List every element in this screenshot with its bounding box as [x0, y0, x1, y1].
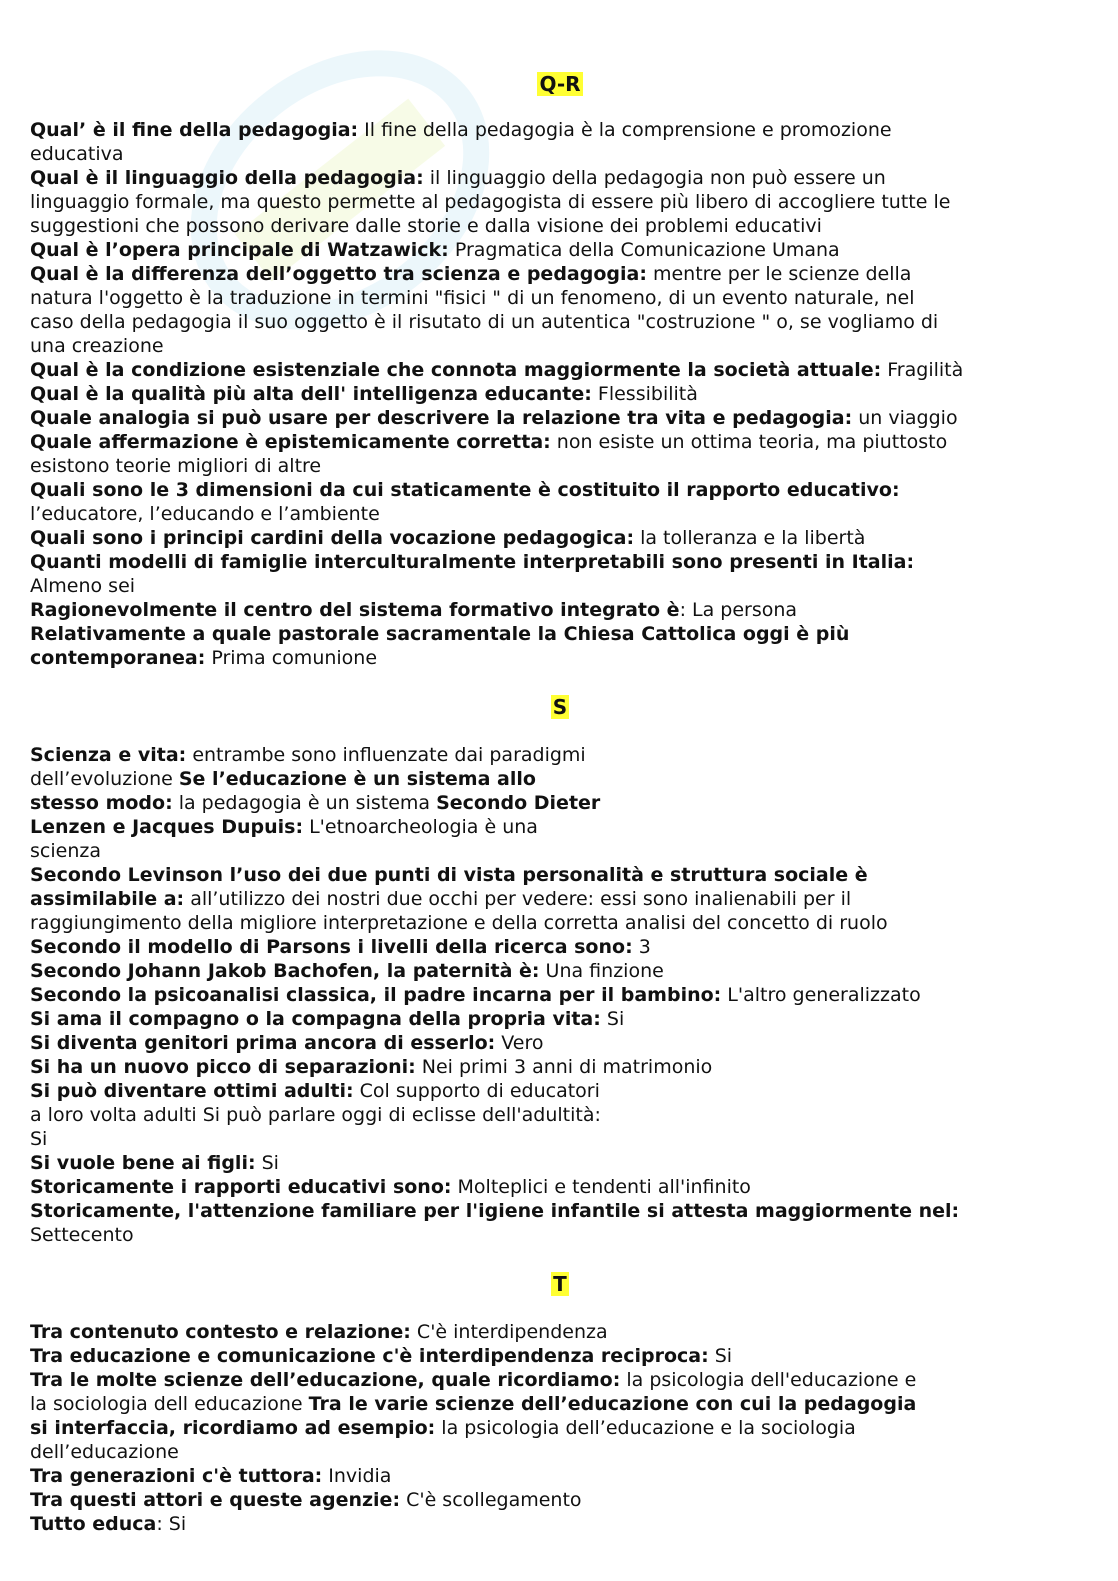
question-text: Tra educazione e comunicazione c'è interdipendenza reciproca:	[30, 1345, 709, 1367]
question-text: Si può diventare ottimi adulti:	[30, 1080, 354, 1102]
question-text: Si ama il compagno o la compagna della propria vita:	[30, 1008, 601, 1030]
entry-line	[30, 382, 1090, 406]
answer-text: una creazione	[30, 335, 164, 357]
question-text: Lenzen e Jacques Dupuis:	[30, 816, 304, 838]
answer-text: Flessibilità	[591, 383, 698, 405]
question-text: Storicamente, l'attenzione familiare per l'igiene infantile si attesta maggiormente nel:	[30, 1200, 960, 1222]
answer-text: : La persona	[679, 599, 798, 621]
answer-text: Si	[30, 1128, 48, 1150]
answer-text: non esiste un ottima teoria, ma piuttosto	[550, 431, 948, 453]
question-text: Tra le molte scienze dell’educazione, quale ricordiamo:	[30, 1369, 621, 1391]
entries-q-r	[30, 118, 1090, 670]
answer-text: la tolleranza e la libertà	[634, 527, 866, 549]
entry-line	[30, 334, 1090, 358]
entry-line	[30, 526, 1090, 550]
question-text: Quanti modelli di famiglie interculturalmente interpretabili sono presenti in Italia:	[30, 551, 915, 573]
answer-text: suggestioni che possono derivare dalle storie e dalla visione dei problemi educativi	[30, 215, 822, 237]
answer-text: Si	[255, 1152, 279, 1174]
entry-line	[30, 1055, 1090, 1079]
answer-text: Invidia	[322, 1465, 392, 1487]
entry-line	[30, 1416, 1090, 1440]
answer-text: L'altro generalizzato	[721, 984, 921, 1006]
answer-text: raggiungimento della migliore interpretazione e della corretta analisi del concetto di ruolo	[30, 912, 888, 934]
entry-line	[30, 1392, 1090, 1416]
answer-text: entrambe sono influenzate dai paradigmi	[186, 744, 586, 766]
question-text: Ragionevolmente il centro del sistema formativo integrato è	[30, 599, 680, 621]
question-text: Si vuole bene ai figli:	[30, 1152, 256, 1174]
question-text: si interfaccia, ricordiamo ad esempio:	[30, 1417, 436, 1439]
entry-line	[30, 791, 1090, 815]
answer-text: dell’evoluzione	[30, 768, 179, 790]
answer-text: l’educatore, l’educando e l’ambiente	[30, 503, 380, 525]
entry-line	[30, 863, 1090, 887]
question-text: Qual è l’opera principale di Watzawick:	[30, 239, 449, 261]
answer-text: mentre per le scienze della	[646, 263, 912, 285]
entry-line	[30, 190, 1090, 214]
entry-line	[30, 238, 1090, 262]
answer-text: la sociologia dell educazione	[30, 1393, 309, 1415]
entry-line	[30, 887, 1090, 911]
answer-text: Molteplici e tendenti all'infinito	[451, 1176, 751, 1198]
answer-text: 3	[632, 936, 651, 958]
entry-line	[30, 286, 1090, 310]
answer-text: Fragilità	[881, 359, 964, 381]
answer-text: Col supporto di educatori	[353, 1080, 600, 1102]
entry-line	[30, 1488, 1090, 1512]
question-text: Quali sono i principi cardini della vocazione pedagogica:	[30, 527, 635, 549]
answer-text: Si	[708, 1345, 733, 1367]
question-text: Quale affermazione è epistemicamente corretta:	[30, 431, 551, 453]
entry-line	[30, 622, 1090, 646]
answer-text: L'etnoarcheologia è una	[303, 816, 538, 838]
answer-text: educativa	[30, 143, 124, 165]
entry-line	[30, 1199, 1090, 1223]
question-text: Tra questi attori e queste agenzie:	[30, 1489, 401, 1511]
entry-line	[30, 214, 1090, 238]
section-heading-t: T	[553, 1272, 567, 1296]
entry-line	[30, 1464, 1090, 1488]
entry-line	[30, 839, 1090, 863]
entry-line	[30, 1223, 1090, 1247]
question-text: Scienza e vita:	[30, 744, 187, 766]
section-heading-s: S	[552, 695, 568, 719]
entry-line	[30, 454, 1090, 478]
answer-text: caso della pedagogia il suo oggetto è il risutato di un autentica "costruzione " o, se vogliamo di	[30, 311, 939, 333]
question-text: Secondo Johann Jakob Bachofen, la paternità è:	[30, 960, 540, 982]
entry-line	[30, 1031, 1090, 1055]
question-text: Si ha un nuovo picco di separazioni:	[30, 1056, 416, 1078]
question-text: Si diventa genitori prima ancora di esserlo:	[30, 1032, 496, 1054]
answer-text: il linguaggio della pedagogia non può essere un	[423, 167, 886, 189]
entries-t	[30, 1320, 1090, 1536]
document-page	[30, 0, 1090, 1536]
answer-text: la psicologia dell’educazione e la sociologia	[435, 1417, 856, 1439]
entry-line	[30, 1007, 1090, 1031]
question-text: Qual è il linguaggio della pedagogia:	[30, 167, 424, 189]
entry-line	[30, 358, 1090, 382]
entry-line	[30, 310, 1090, 334]
answer-text: Una finzione	[539, 960, 664, 982]
entry-line	[30, 646, 1090, 670]
entry-line	[30, 1512, 1090, 1536]
entries-s	[30, 743, 1090, 1247]
question-text: Tutto educa	[30, 1513, 157, 1535]
answer-text: Vero	[495, 1032, 544, 1054]
entry-line	[30, 1103, 1090, 1127]
entry-line	[30, 406, 1090, 430]
entry-line	[30, 502, 1090, 526]
answer-text: linguaggio formale, ma questo permette al pedagogista di essere più libero di accogliere tutte le	[30, 191, 951, 213]
entry-line	[30, 1079, 1090, 1103]
answer-text: Nei primi 3 anni di matrimonio	[415, 1056, 713, 1078]
question-text: Se l’educazione è un sistema allo	[178, 768, 536, 790]
entry-line	[30, 815, 1090, 839]
entry-line	[30, 142, 1090, 166]
entry-line	[30, 1320, 1090, 1344]
entry-line	[30, 118, 1090, 142]
entry-line	[30, 1368, 1090, 1392]
entry-line	[30, 166, 1090, 190]
question-text: Qual è la condizione esistenziale che connota maggiormente la società attuale:	[30, 359, 882, 381]
entry-line	[30, 743, 1090, 767]
question-text: Storicamente i rapporti educativi sono:	[30, 1176, 452, 1198]
question-text: Quale analogia si può usare per descrivere la relazione tra vita e pedagogia:	[30, 407, 853, 429]
answer-text: la pedagogia è un sistema	[172, 792, 437, 814]
entry-line	[30, 911, 1090, 935]
question-text: Secondo la psicoanalisi classica, il padre incarna per il bambino:	[30, 984, 722, 1006]
answer-text: all’utilizzo dei nostri due occhi per vedere: essi sono inalienabili per il	[184, 888, 852, 910]
question-text: Secondo il modello di Parsons i livelli della ricerca sono:	[30, 936, 633, 958]
entry-line	[30, 574, 1090, 598]
answer-text: C'è scollegamento	[400, 1489, 582, 1511]
answer-text: : Si	[156, 1513, 187, 1535]
entry-line	[30, 550, 1090, 574]
entry-line	[30, 935, 1090, 959]
entry-line	[30, 959, 1090, 983]
answer-text: C'è interdipendenza	[410, 1321, 608, 1343]
entry-line	[30, 478, 1090, 502]
question-text: Relativamente a quale pastorale sacramentale la Chiesa Cattolica oggi è più	[30, 623, 850, 645]
question-text: Tra le varie scienze dell’educazione con cui la pedagogia	[308, 1393, 917, 1415]
question-text: Tra contenuto contesto e relazione:	[30, 1321, 411, 1343]
entry-line	[30, 262, 1090, 286]
answer-text: Prima comunione	[205, 647, 378, 669]
section-heading-q-r: Q-R	[539, 72, 581, 96]
answer-text: esistono teorie migliori di altre	[30, 455, 322, 477]
question-text: Secondo Dieter	[436, 792, 601, 814]
question-text: assimilabile a:	[30, 888, 185, 910]
entry-line	[30, 1440, 1090, 1464]
entry-line	[30, 767, 1090, 791]
question-text: Tra generazioni c'è tuttora:	[30, 1465, 323, 1487]
entry-line	[30, 1175, 1090, 1199]
answer-text: a loro volta adulti Si può parlare oggi di eclisse dell'adultità:	[30, 1104, 601, 1126]
answer-text: la psicologia dell'educazione e	[620, 1369, 917, 1391]
question-text: Qual è la qualità più alta dell' intelligenza educante:	[30, 383, 592, 405]
entry-line	[30, 430, 1090, 454]
answer-text: Settecento	[30, 1224, 134, 1246]
answer-text: Almeno sei	[30, 575, 136, 597]
answer-text: dell’educazione	[30, 1441, 179, 1463]
entry-line	[30, 598, 1090, 622]
question-text: Qual’ è il fine della pedagogia:	[30, 119, 359, 141]
answer-text: un viaggio	[852, 407, 958, 429]
entry-line	[30, 1127, 1090, 1151]
entry-line	[30, 1151, 1090, 1175]
answer-text: Il fine della pedagogia è la comprensione e promozione	[358, 119, 892, 141]
question-text: Qual è la differenza dell’oggetto tra scienza e pedagogia:	[30, 263, 647, 285]
entry-line	[30, 983, 1090, 1007]
question-text: Secondo Levinson l’uso dei due punti di vista personalità e struttura sociale è	[30, 864, 868, 886]
answer-text: Pragmatica della Comunicazione Umana	[448, 239, 840, 261]
question-text: Quali sono le 3 dimensioni da cui staticamente è costituito il rapporto educativo:	[30, 479, 900, 501]
question-text: contemporanea:	[30, 647, 206, 669]
answer-text: natura l'oggetto è la traduzione in termini "fisici " di un fenomeno, di un evento naturale, nel	[30, 287, 915, 309]
question-text: stesso modo:	[30, 792, 173, 814]
answer-text: Si	[600, 1008, 625, 1030]
entry-line	[30, 1344, 1090, 1368]
answer-text: scienza	[30, 840, 101, 862]
